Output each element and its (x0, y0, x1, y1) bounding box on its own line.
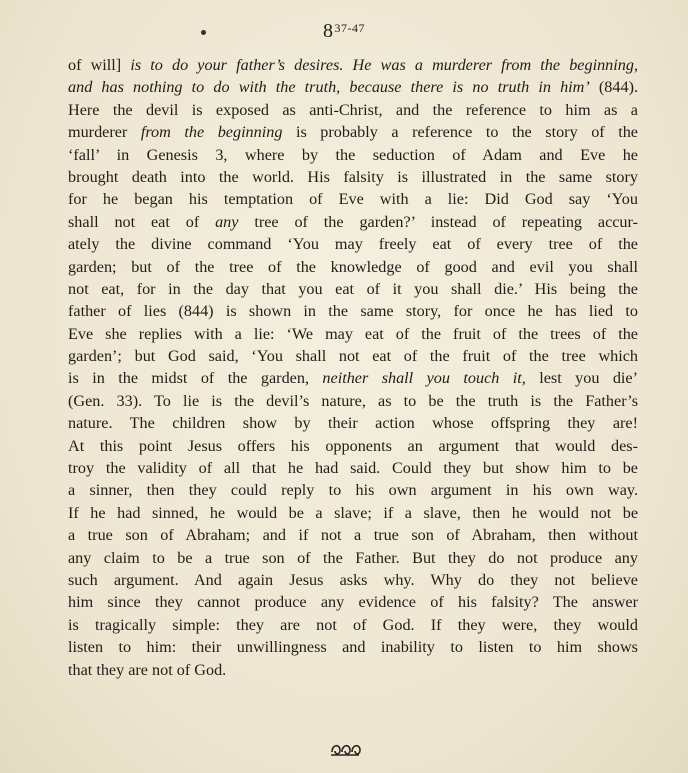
text-run: any claim to be a true son of the Father. But they do not produce any (68, 548, 638, 567)
text-line (68, 435, 638, 457)
text-line (68, 502, 638, 524)
text-run: is in the midst of the garden, (68, 369, 323, 388)
text-run: a sinner, then they could reply to his own argument in his own way. (68, 481, 638, 500)
text-run: garden’; but God said, ‘You shall not eat of the fruit of the tree which (68, 347, 638, 366)
text-line (68, 323, 638, 345)
text-line (68, 300, 638, 322)
text-line (68, 76, 638, 98)
text-line (68, 144, 638, 166)
text-run: Eve she replies with a lie: ‘We may eat of the fruit of the trees of the (68, 324, 638, 343)
text-run: (844). (589, 78, 639, 97)
italic-text: from the beginning (140, 123, 283, 142)
text-run: for he began his temptation of Eve with a lie: Did God say ‘You (68, 190, 638, 209)
text-run: him since they cannot produce any evidence of his falsity? The answer (68, 593, 638, 612)
text-run: ‘fall’ in Genesis 3, where by the seduction of Adam and Eve he (68, 145, 638, 164)
text-line (68, 256, 638, 278)
text-run: ately the divine command ‘You may freely eat of every tree of the (68, 235, 638, 254)
text-line (68, 278, 638, 300)
text-line (68, 479, 638, 501)
text-line (68, 636, 638, 658)
text-run: not eat, for in the day that you eat of it you shall die.’ His being the (68, 279, 638, 298)
italic-text: is to do your father’s desires. He was a murderer from the beginning, (130, 56, 638, 74)
text-line (68, 345, 638, 367)
text-line (68, 591, 638, 613)
text-run: If he had sinned, he would be a slave; if a slave, then he would not be (68, 503, 638, 522)
page-header (0, 20, 688, 43)
text-line (68, 188, 638, 210)
page-number: 8 (323, 20, 334, 42)
italic-text: any (215, 212, 239, 231)
text-line (68, 211, 638, 233)
text-run: brought death into the world. His falsity is illustrated in the same story (68, 167, 638, 186)
text-run: listen to him: their unwillingness and inability to listen to him shows (68, 638, 638, 657)
text-run: is probably a reference to the story of the (282, 123, 638, 142)
text-run: of will] (68, 56, 131, 74)
text-line (68, 166, 638, 188)
text-line (68, 390, 638, 412)
text-run: (Gen. 33). To lie is the devil’s nature, as to be the truth is the Father’s (68, 391, 638, 410)
text-line (68, 54, 638, 76)
text-run: tree of the garden?’ instead of repeating accur- (238, 212, 638, 231)
text-run: At this point Jesus offers his opponents an argument that would des- (68, 436, 638, 455)
text-line (68, 412, 638, 434)
text-run: that they are not of God. (68, 660, 227, 679)
italic-text: and has nothing to do with the truth, because there is no truth in him’ (68, 78, 590, 97)
text-run: nature. The children show by their action whose offspring they are! (68, 414, 638, 433)
text-line (68, 233, 638, 255)
text-line (68, 367, 638, 389)
text-run: a true son of Abraham; and if not a true son of Abraham, then without (68, 526, 638, 545)
text-run: Here the devil is exposed as anti-Christ, and the reference to him as a (68, 100, 638, 119)
text-line (68, 121, 638, 143)
text-line (68, 659, 638, 681)
text-run: such argument. And again Jesus asks why. Why do they not believe (68, 570, 638, 589)
verse-range: 37-47 (334, 21, 365, 35)
text-run: lest you die’ (525, 369, 638, 388)
text-run: murderer (68, 123, 141, 142)
text-line (68, 569, 638, 591)
text-line (68, 457, 638, 479)
text-line (68, 99, 638, 121)
text-line (68, 614, 638, 636)
italic-text: neither shall you touch it, (322, 369, 526, 388)
text-run: father of lies (844) is shown in the same story, for once he has lied to (68, 302, 638, 321)
text-line (68, 547, 638, 569)
text-line (68, 524, 638, 546)
ornament-icon (329, 740, 361, 758)
text-run: is tragically simple: they are not of God. If they were, they would (68, 615, 638, 634)
text-run: shall not eat of (68, 212, 216, 231)
text-run: garden; but of the tree of the knowledge of good and evil you shall (68, 257, 638, 276)
text-run: troy the validity of all that he had said. Could they but show him to be (68, 459, 638, 478)
body-text (68, 54, 638, 681)
